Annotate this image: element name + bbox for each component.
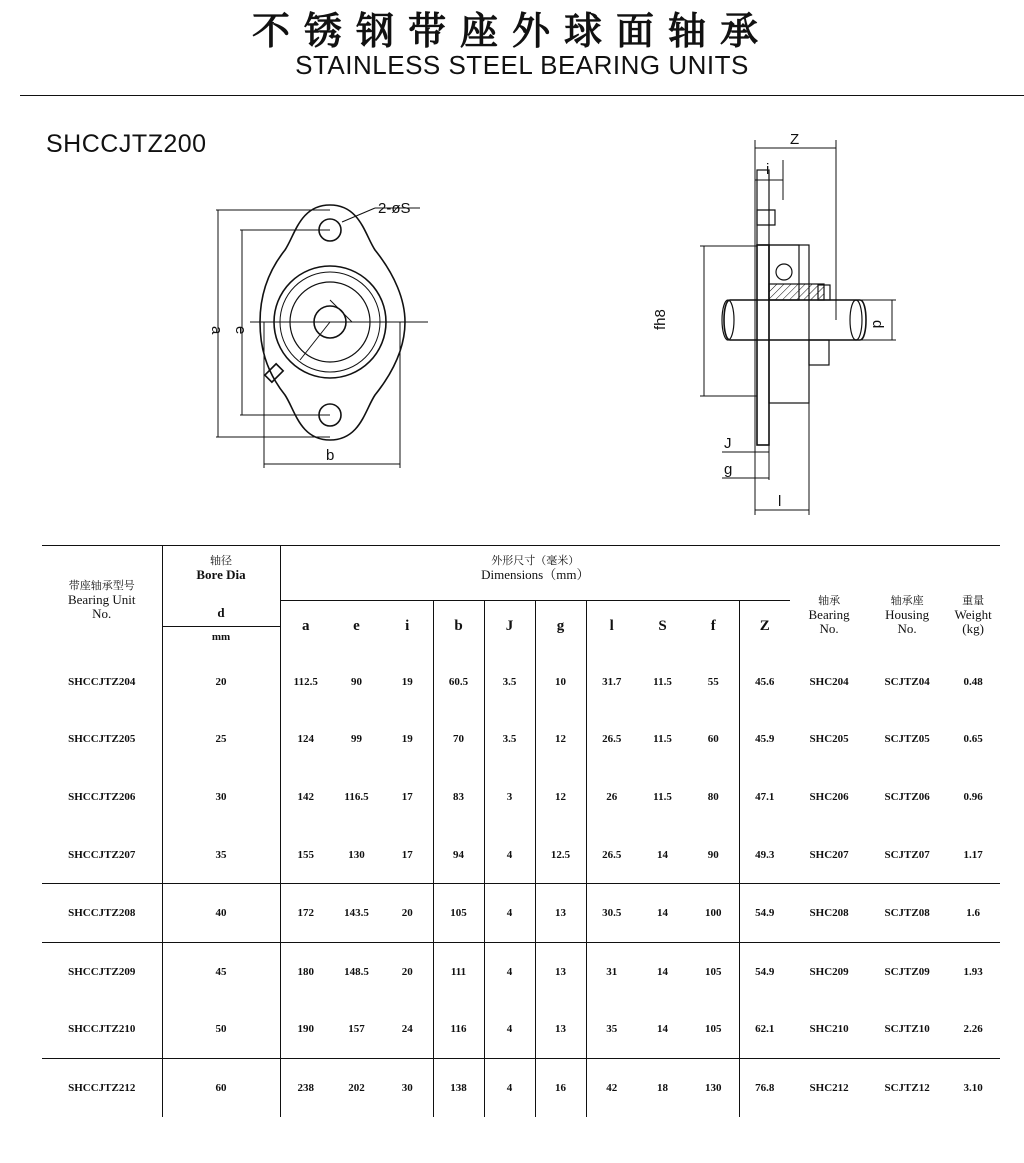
shaft bbox=[724, 300, 866, 340]
cell-s: 14 bbox=[657, 1023, 668, 1036]
cell-unit: SHCCJTZ206 bbox=[42, 768, 162, 826]
cell-d: 30 bbox=[162, 768, 280, 826]
cell-a: 142 bbox=[297, 790, 314, 803]
cell-b: 138 bbox=[433, 1059, 484, 1117]
spec-table bbox=[42, 545, 1000, 1117]
cell-e: 130 bbox=[348, 848, 365, 861]
cell-j: 4 bbox=[484, 1059, 535, 1117]
model-series-label: SHCCJTZ200 bbox=[46, 130, 207, 158]
table-row bbox=[42, 884, 1000, 943]
cell-d: 20 bbox=[162, 653, 280, 711]
header-col-f: f bbox=[688, 600, 739, 653]
table-row bbox=[42, 768, 1000, 826]
cell-i: 20 bbox=[382, 884, 433, 943]
label-a: a bbox=[208, 326, 225, 335]
label-j: J bbox=[724, 435, 732, 452]
cell-j: 4 bbox=[484, 826, 535, 884]
cell-g: 12 bbox=[535, 711, 586, 769]
cell-z: 54.9 bbox=[739, 942, 790, 1000]
page-title-cn: 不锈钢带座外球面轴承 bbox=[251, 9, 772, 53]
cell-f: 100 bbox=[688, 884, 739, 943]
cell-s: 14 bbox=[637, 884, 688, 943]
cell-i: 30 bbox=[382, 1059, 433, 1117]
cell-bearing: SHC206 bbox=[809, 790, 849, 803]
cell-weight: 3.10 bbox=[946, 1059, 1000, 1117]
header-bearing-cn: 轴承 bbox=[818, 593, 841, 607]
table-body bbox=[42, 653, 1000, 1117]
cell-j: 3.5 bbox=[484, 653, 535, 711]
cell-f: 105 bbox=[688, 942, 739, 1000]
cell-d: 25 bbox=[162, 711, 280, 769]
technical-drawing bbox=[0, 0, 1024, 540]
table-row bbox=[42, 711, 1000, 769]
cell-a: 238 bbox=[280, 1059, 331, 1117]
header-dims-cn: 外形尺寸（毫米） bbox=[491, 554, 580, 567]
cell-z: 45.6 bbox=[755, 675, 775, 688]
cell-e: 116.5 bbox=[344, 790, 369, 803]
header-weight bbox=[946, 546, 1000, 654]
cell-d: 40 bbox=[162, 884, 280, 943]
cell-e: 143.5 bbox=[331, 884, 382, 943]
header-col-g: g bbox=[535, 600, 586, 653]
cell-l: 42 bbox=[586, 1059, 637, 1117]
cell-weight: 0.48 bbox=[963, 675, 983, 688]
cell-weight: 2.26 bbox=[963, 1023, 983, 1036]
cell-unit: SHCCJTZ205 bbox=[42, 711, 162, 769]
cell-j: 3 bbox=[484, 768, 535, 826]
header-bore bbox=[162, 546, 280, 601]
label-b: b bbox=[326, 447, 335, 464]
cell-l: 31 bbox=[586, 942, 637, 1000]
cell-e: 148.5 bbox=[331, 942, 382, 1000]
shaft-end bbox=[850, 300, 862, 340]
cell-d: 35 bbox=[162, 826, 280, 884]
inner-ring bbox=[769, 284, 824, 300]
cell-z: 47.1 bbox=[755, 790, 775, 803]
table-header-row-1 bbox=[42, 546, 1000, 601]
cell-s: 18 bbox=[637, 1059, 688, 1117]
header-col-i: i bbox=[382, 600, 433, 653]
cell-b: 94 bbox=[433, 826, 484, 884]
cell-l: 26 bbox=[606, 790, 618, 803]
header-bearing bbox=[790, 546, 868, 654]
header-dimensions bbox=[280, 546, 790, 601]
table-row bbox=[42, 1001, 1000, 1059]
label-l: l bbox=[778, 493, 782, 510]
cell-b: 111 bbox=[433, 942, 484, 1000]
cell-weight: 1.6 bbox=[946, 884, 1000, 943]
housing-body bbox=[769, 245, 809, 403]
cell-housing: SCJTZ04 bbox=[884, 675, 930, 688]
cell-a: 180 bbox=[280, 942, 331, 1000]
cell-b: 60.5 bbox=[433, 653, 484, 711]
cell-f: 130 bbox=[688, 1059, 739, 1117]
cell-f: 80 bbox=[688, 768, 739, 826]
bore-leader bbox=[330, 300, 352, 322]
cell-z: 76.8 bbox=[739, 1059, 790, 1117]
header-unit-cn: 带座轴承型号 bbox=[68, 578, 135, 592]
front-view bbox=[216, 205, 428, 468]
cell-d: 50 bbox=[162, 1001, 280, 1059]
header-weight-cn: 重量 bbox=[962, 593, 985, 607]
cell-l: 30.5 bbox=[586, 884, 637, 943]
cell-j: 4 bbox=[484, 942, 535, 1000]
bearing-ball bbox=[776, 264, 792, 280]
cell-g: 13 bbox=[535, 1001, 586, 1059]
cell-d: 45 bbox=[162, 942, 280, 1000]
cell-i: 24 bbox=[382, 1001, 433, 1059]
cell-weight: 1.93 bbox=[946, 942, 1000, 1000]
cell-g: 16 bbox=[535, 1059, 586, 1117]
cell-z: 54.9 bbox=[739, 884, 790, 943]
cell-f: 60 bbox=[688, 711, 739, 769]
cell-a: 155 bbox=[297, 848, 314, 861]
header-weight-en2: (kg) bbox=[962, 620, 984, 636]
cell-unit: SHCCJTZ204 bbox=[42, 653, 162, 711]
cell-bearing: SHC204 bbox=[809, 675, 849, 688]
cell-e: 99 bbox=[351, 733, 362, 746]
cell-housing: SCJTZ05 bbox=[884, 733, 930, 746]
table-row bbox=[42, 942, 1000, 1000]
cell-weight: 1.17 bbox=[963, 848, 983, 861]
header-unit bbox=[42, 546, 162, 654]
cell-housing: SCJTZ07 bbox=[884, 848, 930, 861]
cell-a: 112.5 bbox=[293, 675, 318, 688]
cell-s: 14 bbox=[637, 942, 688, 1000]
cell-z: 45.9 bbox=[755, 733, 775, 746]
cell-housing: SCJTZ10 bbox=[884, 1023, 930, 1036]
label-d: d bbox=[869, 320, 886, 329]
grease-nipple bbox=[757, 210, 775, 225]
header-housing-en1: Housing bbox=[885, 606, 930, 622]
cell-bearing: SHC207 bbox=[809, 848, 849, 861]
table-row bbox=[42, 1059, 1000, 1117]
header-weight-en1: Weight bbox=[954, 606, 992, 622]
label-z: Z bbox=[790, 131, 800, 148]
header-col-z: Z bbox=[759, 618, 770, 635]
label-e: e bbox=[232, 326, 249, 335]
header-dims-en: Dimensions（mm） bbox=[481, 567, 590, 582]
cell-s: 11.5 bbox=[653, 733, 672, 746]
label-i: i bbox=[766, 161, 770, 178]
cell-j: 3.5 bbox=[484, 711, 535, 769]
header-bore-en: Bore Dia bbox=[196, 567, 246, 582]
header-col-a: a bbox=[302, 618, 310, 635]
table-row bbox=[42, 653, 1000, 711]
cell-i: 17 bbox=[382, 826, 433, 884]
cell-a: 172 bbox=[280, 884, 331, 943]
header-col-s: S bbox=[658, 618, 667, 635]
label-fh8: fh8 bbox=[652, 309, 669, 330]
cell-housing: SCJTZ08 bbox=[868, 884, 946, 943]
cell-a: 124 bbox=[297, 733, 314, 746]
cell-e: 90 bbox=[351, 675, 362, 688]
cell-unit: SHCCJTZ210 bbox=[42, 1001, 162, 1059]
collar bbox=[809, 340, 829, 365]
cell-l: 35 bbox=[606, 1023, 618, 1036]
header-col-e: e bbox=[353, 618, 360, 635]
cell-e: 157 bbox=[348, 1023, 365, 1036]
header-bore-cn: 轴径 bbox=[210, 554, 232, 567]
cell-l: 26.5 bbox=[602, 733, 622, 746]
cell-bearing: SHC210 bbox=[809, 1023, 849, 1036]
page-title-en: STAINLESS STEEL BEARING UNITS bbox=[295, 50, 749, 80]
cell-housing: SCJTZ09 bbox=[868, 942, 946, 1000]
header-housing-en2: No. bbox=[897, 620, 917, 636]
header-bore-unit: mm bbox=[162, 627, 280, 654]
cell-g: 12.5 bbox=[535, 826, 586, 884]
cell-s: 11.5 bbox=[653, 790, 672, 803]
cell-l: 31.7 bbox=[602, 675, 622, 688]
cell-weight: 0.96 bbox=[963, 790, 983, 803]
header-housing bbox=[868, 546, 946, 654]
cell-bearing: SHC209 bbox=[790, 942, 868, 1000]
header-bore-d: d bbox=[162, 600, 280, 627]
cell-housing: SCJTZ06 bbox=[884, 790, 930, 803]
header-col-j: J bbox=[484, 600, 535, 653]
header-housing-cn: 轴承座 bbox=[890, 593, 924, 607]
cell-weight: 0.65 bbox=[963, 733, 983, 746]
header-bearing-en1: Bearing bbox=[808, 606, 850, 622]
cell-bearing: SHC205 bbox=[809, 733, 849, 746]
cell-g: 10 bbox=[535, 653, 586, 711]
cell-f: 90 bbox=[688, 826, 739, 884]
cell-a: 190 bbox=[297, 1023, 314, 1036]
label-g: g bbox=[724, 461, 733, 478]
header-col-b: b bbox=[433, 600, 484, 653]
cell-bearing: SHC208 bbox=[790, 884, 868, 943]
cell-d: 60 bbox=[162, 1059, 280, 1117]
cell-b: 105 bbox=[433, 884, 484, 943]
cell-s: 11.5 bbox=[653, 675, 672, 688]
cell-s: 14 bbox=[657, 848, 668, 861]
cell-i: 17 bbox=[382, 768, 433, 826]
cell-b: 83 bbox=[433, 768, 484, 826]
label-holes: 2-øS bbox=[378, 200, 411, 217]
cell-unit: SHCCJTZ208 bbox=[42, 884, 162, 943]
cell-j: 4 bbox=[484, 1001, 535, 1059]
cell-b: 116 bbox=[433, 1001, 484, 1059]
cell-unit: SHCCJTZ209 bbox=[42, 942, 162, 1000]
header-unit-en1: Bearing Unit bbox=[67, 591, 136, 607]
cell-f: 55 bbox=[688, 653, 739, 711]
cell-f: 105 bbox=[688, 1001, 739, 1059]
cell-unit: SHCCJTZ207 bbox=[42, 826, 162, 884]
cell-i: 20 bbox=[382, 942, 433, 1000]
cell-unit: SHCCJTZ212 bbox=[42, 1059, 162, 1117]
cell-bearing: SHC212 bbox=[790, 1059, 868, 1117]
header-unit-en2: No. bbox=[92, 605, 112, 621]
cell-g: 12 bbox=[535, 768, 586, 826]
side-view bbox=[700, 140, 896, 515]
header-bearing-en2: No. bbox=[819, 620, 839, 636]
cell-g: 13 bbox=[535, 884, 586, 943]
cell-g: 13 bbox=[535, 942, 586, 1000]
cell-z: 62.1 bbox=[755, 1023, 775, 1036]
cell-housing: SCJTZ12 bbox=[868, 1059, 946, 1117]
table-row bbox=[42, 826, 1000, 884]
cell-j: 4 bbox=[484, 884, 535, 943]
cell-i: 19 bbox=[382, 653, 433, 711]
housing-upper bbox=[757, 170, 769, 245]
header-col-l: l bbox=[609, 618, 614, 635]
cell-e: 202 bbox=[331, 1059, 382, 1117]
housing-plate bbox=[757, 245, 769, 445]
cell-b: 70 bbox=[433, 711, 484, 769]
cell-l: 26.5 bbox=[602, 848, 622, 861]
cell-i: 19 bbox=[382, 711, 433, 769]
cell-z: 49.3 bbox=[755, 848, 775, 861]
